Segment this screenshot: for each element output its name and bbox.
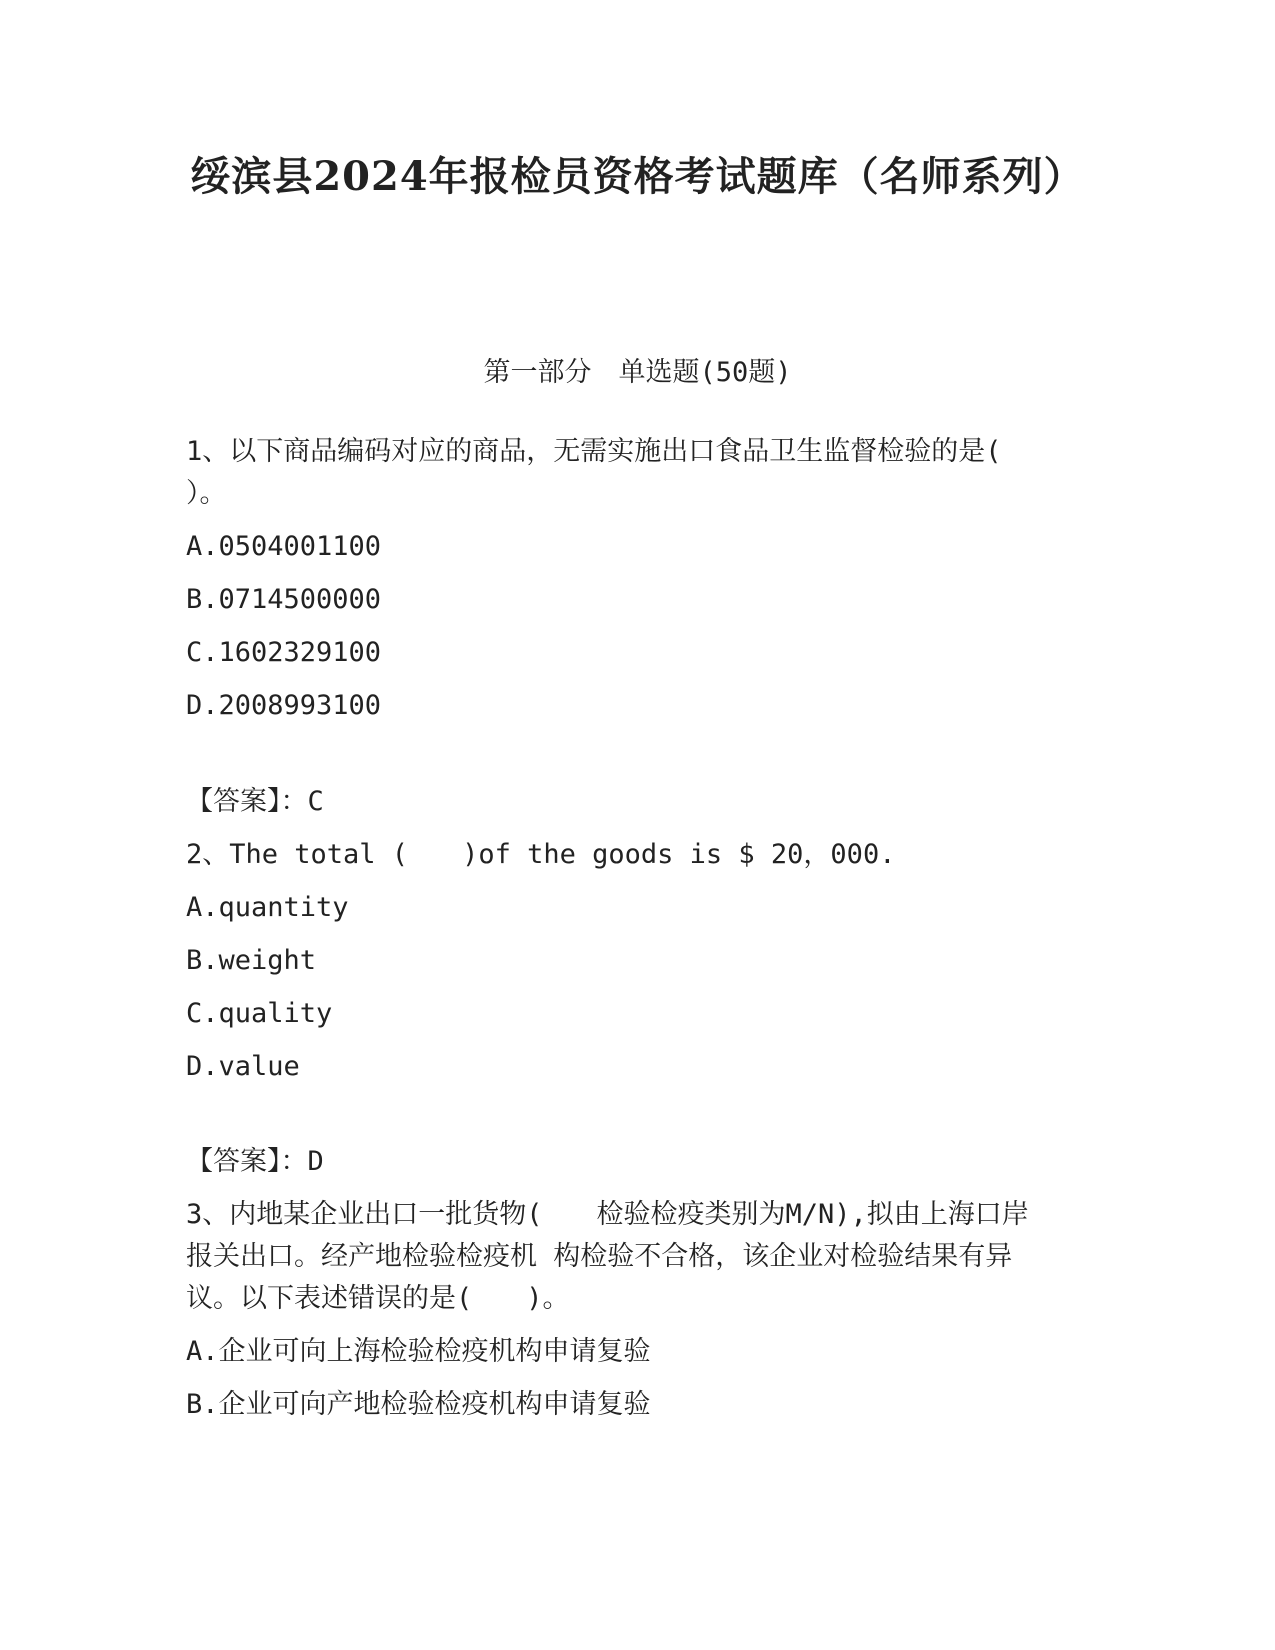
question-1-option-c: C.1602329100 [186,637,382,668]
question-3-stem-line-3: 议。以下表述错误的是( )。 [186,1283,570,1314]
question-2-answer: 【答案】：D [186,1146,324,1177]
question-2-option-b: B.weight [186,945,317,976]
question-3-option-a: A.企业可向上海检验检疫机构申请复验 [186,1336,651,1367]
question-3-stem-line-2: 报关出口。经产地检验检疫机 构检验不合格，该企业对检验结果有异 [186,1241,1013,1272]
question-2-stem: 2、The total ( )of the goods is $ 20，000. [186,839,896,870]
question-2-option-a: A.quantity [186,892,349,923]
question-1-option-b: B.0714500000 [186,584,382,615]
question-1-option-d: D.2008993100 [186,690,382,721]
question-1-answer: 【答案】：C [186,786,324,817]
section-heading: 第一部分 单选题(50题) [483,357,792,388]
question-2-option-d: D.value [186,1051,300,1082]
question-3-stem-line-1: 3、内地某企业出口一批货物( 检验检疫类别为M/N),拟由上海口岸 [186,1199,1029,1230]
question-1-option-a: A.0504001100 [186,531,382,562]
document-title: 绥滨县2024年报检员资格考试题库（名师系列） [190,153,1085,200]
question-1-stem-line-2: ）。 [186,478,227,509]
question-3-option-b: B.企业可向产地检验检疫机构申请复验 [186,1389,651,1420]
question-1-stem-line-1: 1、以下商品编码对应的商品，无需实施出口食品卫生监督检验的是( [186,436,1002,467]
question-2-option-c: C.quality [186,998,333,1029]
